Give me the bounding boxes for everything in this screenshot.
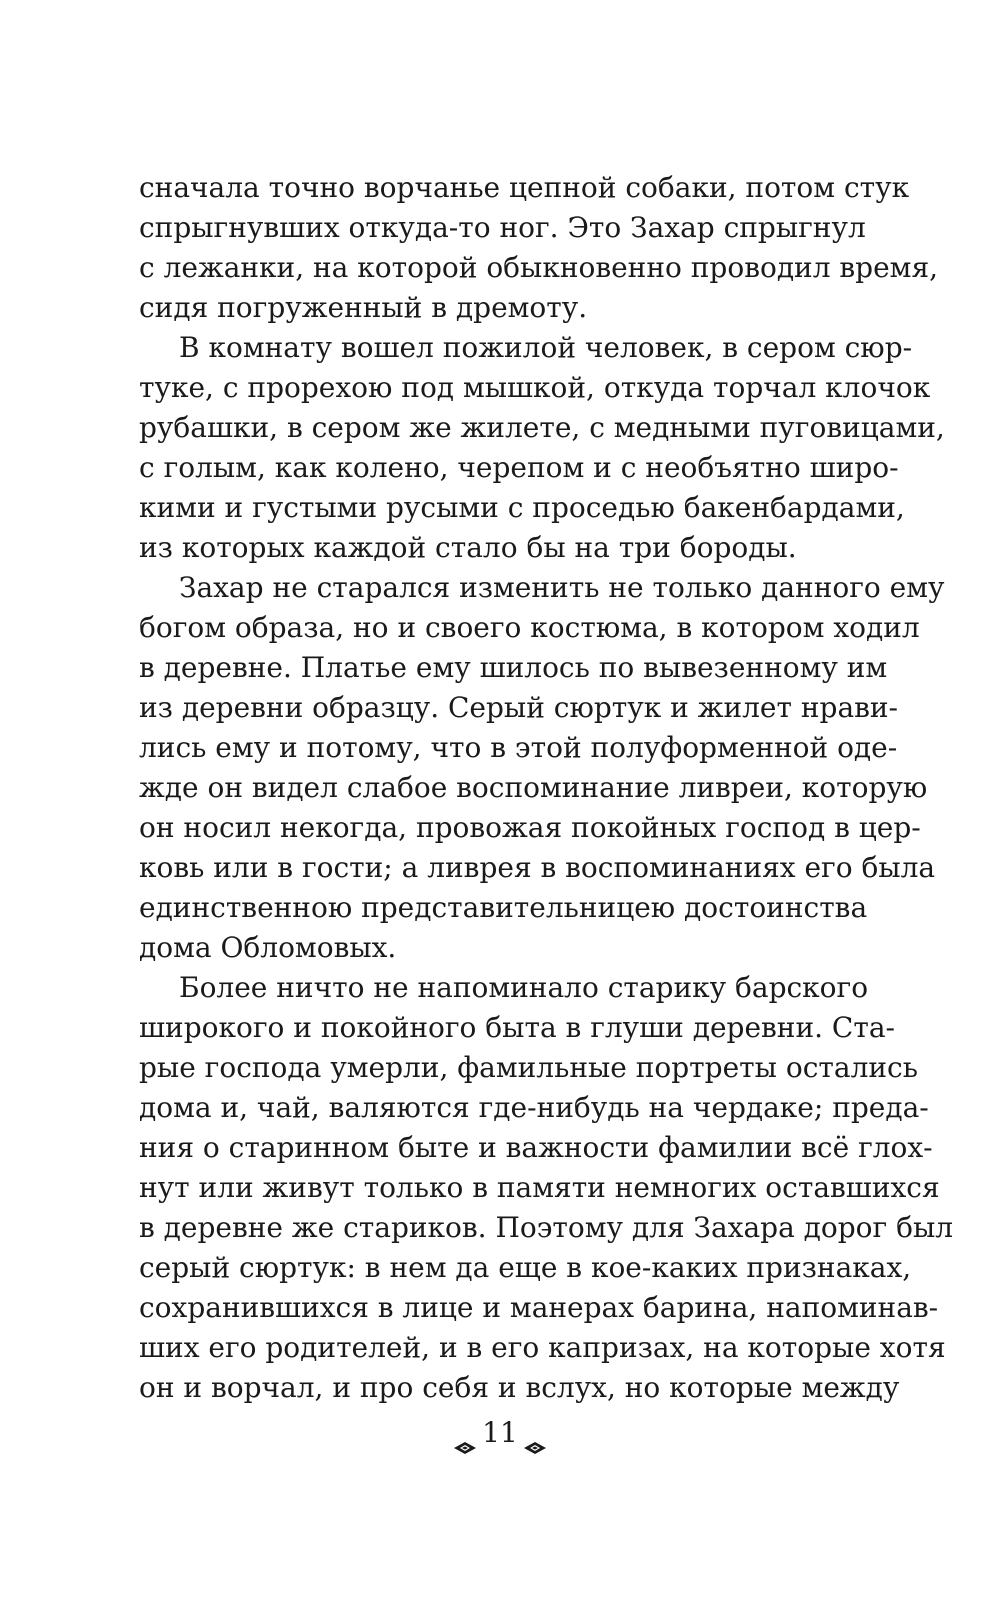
text-line: В комнату вошел пожилой человек, в сером сюр- bbox=[179, 331, 913, 364]
text-line: дома и, чай, валяются где-нибудь на чердаке; преда- bbox=[139, 1091, 929, 1124]
text-line: с голым, как колено, черепом и с необъятно широ- bbox=[139, 451, 899, 484]
text-line: из которых каждой стало бы на три бороды. bbox=[139, 531, 797, 564]
text-line: сначала точно ворчанье цепной собаки, потом стук bbox=[139, 171, 910, 204]
text-line: Захар не старался изменить не только данного ему bbox=[179, 571, 945, 604]
body-text bbox=[139, 168, 954, 1408]
text-line: ния о старинном быте и важности фамилии всё глох- bbox=[139, 1131, 933, 1164]
text-line: широкого и покойного быта в глуши деревни. Ста- bbox=[139, 1011, 895, 1044]
text-line: в деревне же стариков. Поэтому для Захара дорог был bbox=[139, 1211, 954, 1244]
text-line: рубашки, в сером же жилете, с медными пуговицами, bbox=[139, 411, 945, 444]
text-line: единственною представительницею достоинства bbox=[139, 891, 868, 924]
text-line: нут или живут только в памяти немногих оставшихся bbox=[139, 1171, 940, 1204]
text-line: туке, с прорехою под мышкой, откуда торчал клочок bbox=[139, 371, 931, 404]
text-line: в деревне. Платье ему шилось по вывезенному им bbox=[139, 651, 888, 684]
text-line: лись ему и потому, что в этой полуформенной оде- bbox=[139, 731, 898, 764]
text-line: сидя погруженный в дремоту. bbox=[139, 291, 588, 324]
text-line: он носил некогда, провожая покойных господ в цер- bbox=[139, 811, 921, 844]
text-line: сохранившихся в лице и манерах барина, напоминав- bbox=[139, 1291, 939, 1324]
right-ornament-icon bbox=[524, 1427, 546, 1439]
text-line: ших его родителей, и в его капризах, на которые хотя bbox=[139, 1331, 946, 1364]
text-line: рые господа умерли, фамильные портреты остались bbox=[139, 1051, 918, 1084]
text-line: с лежанки, на которой обыкновенно проводил время, bbox=[139, 251, 939, 284]
text-line: серый сюртук: в нем да еще в кое-каких признаках, bbox=[139, 1251, 912, 1284]
left-ornament-icon bbox=[454, 1427, 476, 1439]
text-line: жде он видел слабое воспоминание ливреи, которую bbox=[139, 771, 928, 804]
text-line: ковь или в гости; а ливрея в воспоминаниях его была bbox=[139, 851, 936, 884]
text-line: спрыгнувших откуда-то ног. Это Захар спрыгнул bbox=[139, 211, 866, 244]
page-footer bbox=[0, 1415, 1000, 1451]
text-line: Более ничто не напоминало старику барского bbox=[179, 971, 869, 1004]
page-number: 11 bbox=[482, 1416, 518, 1449]
text-line: из деревни образцу. Серый сюртук и жилет нрави- bbox=[139, 691, 899, 724]
text-line: богом образа, но и своего костюма, в котором ходил bbox=[139, 611, 920, 644]
text-line: дома Обломовых. bbox=[139, 931, 397, 964]
text-line: кими и густыми русыми с проседью бакенбардами, bbox=[139, 491, 905, 524]
text-line: он и ворчал, и про себя и вслух, но которые между bbox=[139, 1371, 900, 1404]
